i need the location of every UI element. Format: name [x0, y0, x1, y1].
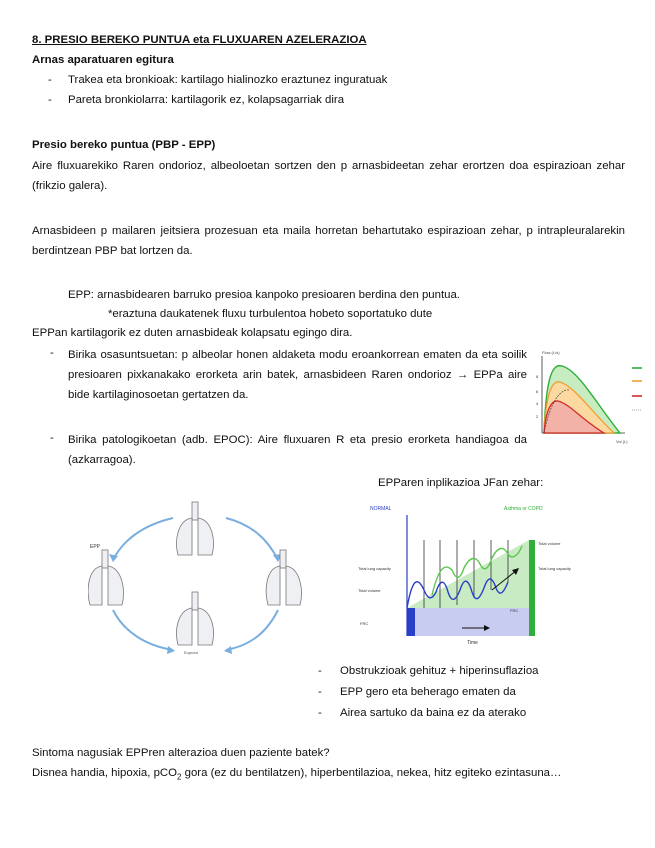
- lung-diagram-bottom: [177, 592, 214, 645]
- implication-item-1: Obstrukzioak gehituz + hiperinsuflazioa: [340, 665, 539, 677]
- arrow-head: [224, 646, 232, 654]
- pbp-title: Presio bereko puntua (PBP - EPP): [32, 139, 216, 151]
- curve-xlabel: Vol (L): [616, 439, 628, 444]
- pbp-paragraph-1: Aire fluxuarekiko Raren ondorioz, albeoloetan sortzen den p arnasbideetan zehar erortzen doa espirazioan zehar (frikzio galera).: [32, 160, 625, 192]
- implication-title: EPParen inplikazioa JFan zehar:: [378, 477, 544, 489]
- cycle-arrow: [113, 610, 173, 650]
- curve-ytick: 8: [536, 374, 539, 379]
- lung-label-bottom: Eupnea: [184, 650, 198, 655]
- implication-item-3: Airea sartuko da baina ez da aterako: [340, 707, 527, 719]
- lung-diagram-left: [88, 550, 123, 605]
- list-item: -: [318, 686, 322, 698]
- list-item: -: [48, 94, 52, 106]
- arrow-head: [167, 646, 175, 654]
- symptoms-question: Sintoma nagusiak EPPren alterazioa duen paziente batek?: [32, 747, 330, 759]
- pathologic-lung-bullet: Birika patologikoetan (adb. EPOC): Aire fluxuaren R eta presio erorketa handiagoa da (azkarragoa).: [68, 434, 527, 466]
- symptoms-answer: [32, 763, 625, 787]
- pbp-paragraph-2: Arnasbideen p mailaren jeitsiera prozesuan eta maila horretan behartutako espirazioan zehar, p intrapleuralarekin berdintzean PBP bat lortzen da.: [32, 225, 625, 257]
- flow-tlc-right: Total lung capacity: [538, 566, 571, 571]
- list-item: -: [318, 665, 322, 677]
- symptoms-answer-a: Disnea handia, hipoxia, pCO: [32, 767, 178, 779]
- curve-ylabel: Flow (L/s): [542, 350, 560, 355]
- flow-frc-left: FRC: [360, 621, 369, 626]
- epp-collapse: EPPan kartilagorik ez duten arnasbideak kolapsatu egingo dira.: [32, 327, 353, 339]
- flow-tidal-left: Tidal volume: [358, 588, 381, 593]
- cycle-arrow: [113, 518, 173, 560]
- cycle-arrow: [226, 610, 278, 650]
- green-bar: [529, 540, 535, 636]
- flow-volume-chart: [530, 348, 645, 448]
- flow-frc-right: FRC: [510, 608, 519, 613]
- healthy-lung-bullet: Birika osasuntsuetan: p albeolar honen aldaketa modu eroankorrean ematen da eta soilik presioaren pixkanakako erorketa arin batek, arnasbideen Raren ondorioz → EPPa aire bide kartilaginosoetan gertatzen da.: [68, 349, 527, 401]
- hyperinflation-figure: [352, 500, 592, 650]
- section-heading: 8. PRESIO BEREKO PUNTUA eta FLUXUAREN AZELERAZIOA: [32, 34, 367, 46]
- list-item: -: [318, 707, 322, 719]
- airway-title: Arnas aparatuaren egitura: [32, 54, 174, 66]
- flow-xlabel: Time: [467, 640, 478, 646]
- lungs-cycle-figure: [88, 500, 308, 660]
- flow-left-label: NORMAL: [370, 506, 392, 512]
- epp-definition: EPP: arnasbidearen barruko presioa kanpoko presioaren berdina den puntua.: [68, 289, 460, 301]
- list-item: -: [50, 347, 54, 359]
- curve-ytick: 6: [536, 389, 539, 394]
- curve-ytick: 4: [536, 401, 539, 406]
- list-item: -: [48, 74, 52, 86]
- lung-label-epp: EPP: [90, 544, 101, 550]
- flow-tlc-left: Total lung capacity: [358, 566, 391, 571]
- hyperinflation-area: [407, 540, 529, 608]
- blue-bar: [407, 608, 415, 636]
- cycle-arrow: [226, 518, 278, 560]
- curve-ytick: 2: [536, 414, 539, 419]
- flow-tidal-right: Tidal volume: [538, 541, 561, 546]
- epp-note: *eraztuna daukatenek fluxu turbulentoa hobeto soportatuko dute: [108, 308, 433, 320]
- symptoms-subscript: 2: [177, 772, 182, 782]
- airway-item-2: Pareta bronkiolarra: kartilagorik ez, kolapsagarriak dira: [68, 94, 345, 106]
- list-item: -: [50, 432, 54, 444]
- flow-right-label: Asthma or COPD: [504, 506, 543, 512]
- lung-diagram-right: [266, 550, 301, 605]
- airway-item-1: Trakea eta bronkioak: kartilago hialinozko eraztunez inguratuak: [68, 74, 388, 86]
- lung-diagram-top: [177, 502, 214, 555]
- symptoms-answer-b: gora (ez du bentilatzen), hiperbentilazioa, nekea, hitz egiteko ezintasuna…: [181, 767, 562, 779]
- implication-item-2: EPP gero eta beherago ematen da: [340, 686, 516, 698]
